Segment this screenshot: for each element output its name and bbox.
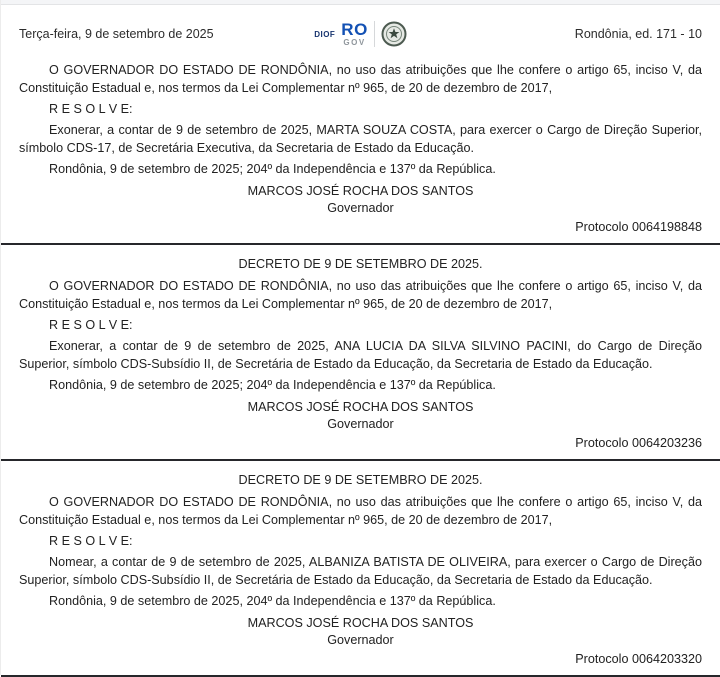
decree-title: DECRETO DE 9 DE SETEMBRO DE 2025.	[238, 257, 483, 271]
diof-logo	[314, 21, 407, 47]
gazette-header	[1, 5, 720, 57]
section-divider	[1, 243, 720, 245]
decree-section-3	[19, 471, 702, 668]
ro-gov-wordmark	[341, 21, 368, 47]
logo-divider	[374, 21, 375, 47]
decree-dateline: Rondônia, 9 de setembro de 2025; 204º da Independência e 137º da República.	[49, 378, 496, 392]
decree-body: Exonerar, a contar de 9 de setembro de 2025, ANA LUCIA DA SILVA SILVINO PACINI, do Cargo de Direção Superior, símbolo CDS-Subsídio II, de Secretária de Estado da Educação, da Secretaria de Estado da Educação.	[19, 339, 702, 371]
decree-body: Exonerar, a contar de 9 de setembro de 2025, MARTA SOUZA COSTA, para exercer o Cargo de Direção Superior, símbolo CDS-17, de Secretária Executiva, da Secretaria de Estado da Educação.	[19, 123, 702, 155]
signature-role: Governador	[327, 633, 394, 647]
signature-name: MARCOS JOSÉ ROCHA DOS SANTOS	[247, 400, 474, 414]
decree-body: Nomear, a contar de 9 de setembro de 2025, ALBANIZA BATISTA DE OLIVEIRA, para exercer o Cargo de Direção Superior, símbolo CDS-Subsídio II, de Secretária de Estado da Educação, da Secretaria de Estado da Educação.	[19, 555, 702, 587]
resolve-clause: R E S O L V E:	[49, 102, 133, 116]
resolve-clause: R E S O L V E:	[49, 318, 133, 332]
signature-name: MARCOS JOSÉ ROCHA DOS SANTOS	[247, 616, 474, 630]
signature-role: Governador	[327, 417, 394, 431]
diof-wordmark: DIOF	[314, 29, 336, 39]
protocol-number: Protocolo 0064203320	[575, 652, 702, 666]
signature-name: MARCOS JOSÉ ROCHA DOS SANTOS	[247, 184, 474, 198]
rondonia-coat-of-arms-icon	[381, 21, 407, 47]
decree-title: DECRETO DE 9 DE SETEMBRO DE 2025.	[238, 473, 483, 487]
protocol-number: Protocolo 0064203236	[575, 436, 702, 450]
protocol-number: Protocolo 0064198848	[575, 220, 702, 234]
ro-label: RO	[341, 20, 368, 39]
signature-role: Governador	[327, 201, 394, 215]
edition-label: Rondônia, ed. 171 - 10	[574, 27, 702, 41]
decree-preamble: O GOVERNADOR DO ESTADO DE RONDÔNIA, no uso das atribuições que lhe confere o artigo 65, inciso V, da Constituição Estadual e, nos termos da Lei Complementar nº 965, de 20 de dezembro de 2017,	[19, 63, 702, 95]
decree-preamble: O GOVERNADOR DO ESTADO DE RONDÔNIA, no uso das atribuições que lhe confere o artigo 65, inciso V, da Constituição Estadual e, nos termos da Lei Complementar nº 965, de 20 de dezembro de 2017,	[19, 495, 702, 527]
decree-section-1	[19, 61, 702, 236]
decree-preamble: O GOVERNADOR DO ESTADO DE RONDÔNIA, no uso das atribuições que lhe confere o artigo 65, inciso V, da Constituição Estadual e, nos termos da Lei Complementar nº 965, de 20 de dezembro de 2017,	[19, 279, 702, 311]
decree-section-2	[19, 255, 702, 452]
resolve-clause: R E S O L V E:	[49, 534, 133, 548]
decree-dateline: Rondônia, 9 de setembro de 2025, 204º da Independência e 137º da República.	[49, 594, 496, 608]
gov-label: GOV	[343, 38, 366, 47]
section-divider	[1, 459, 720, 461]
gazette-content	[1, 57, 720, 677]
gazette-date: Terça-feira, 9 de setembro de 2025	[19, 27, 214, 41]
decree-dateline: Rondônia, 9 de setembro de 2025; 204º da Independência e 137º da República.	[49, 162, 496, 176]
